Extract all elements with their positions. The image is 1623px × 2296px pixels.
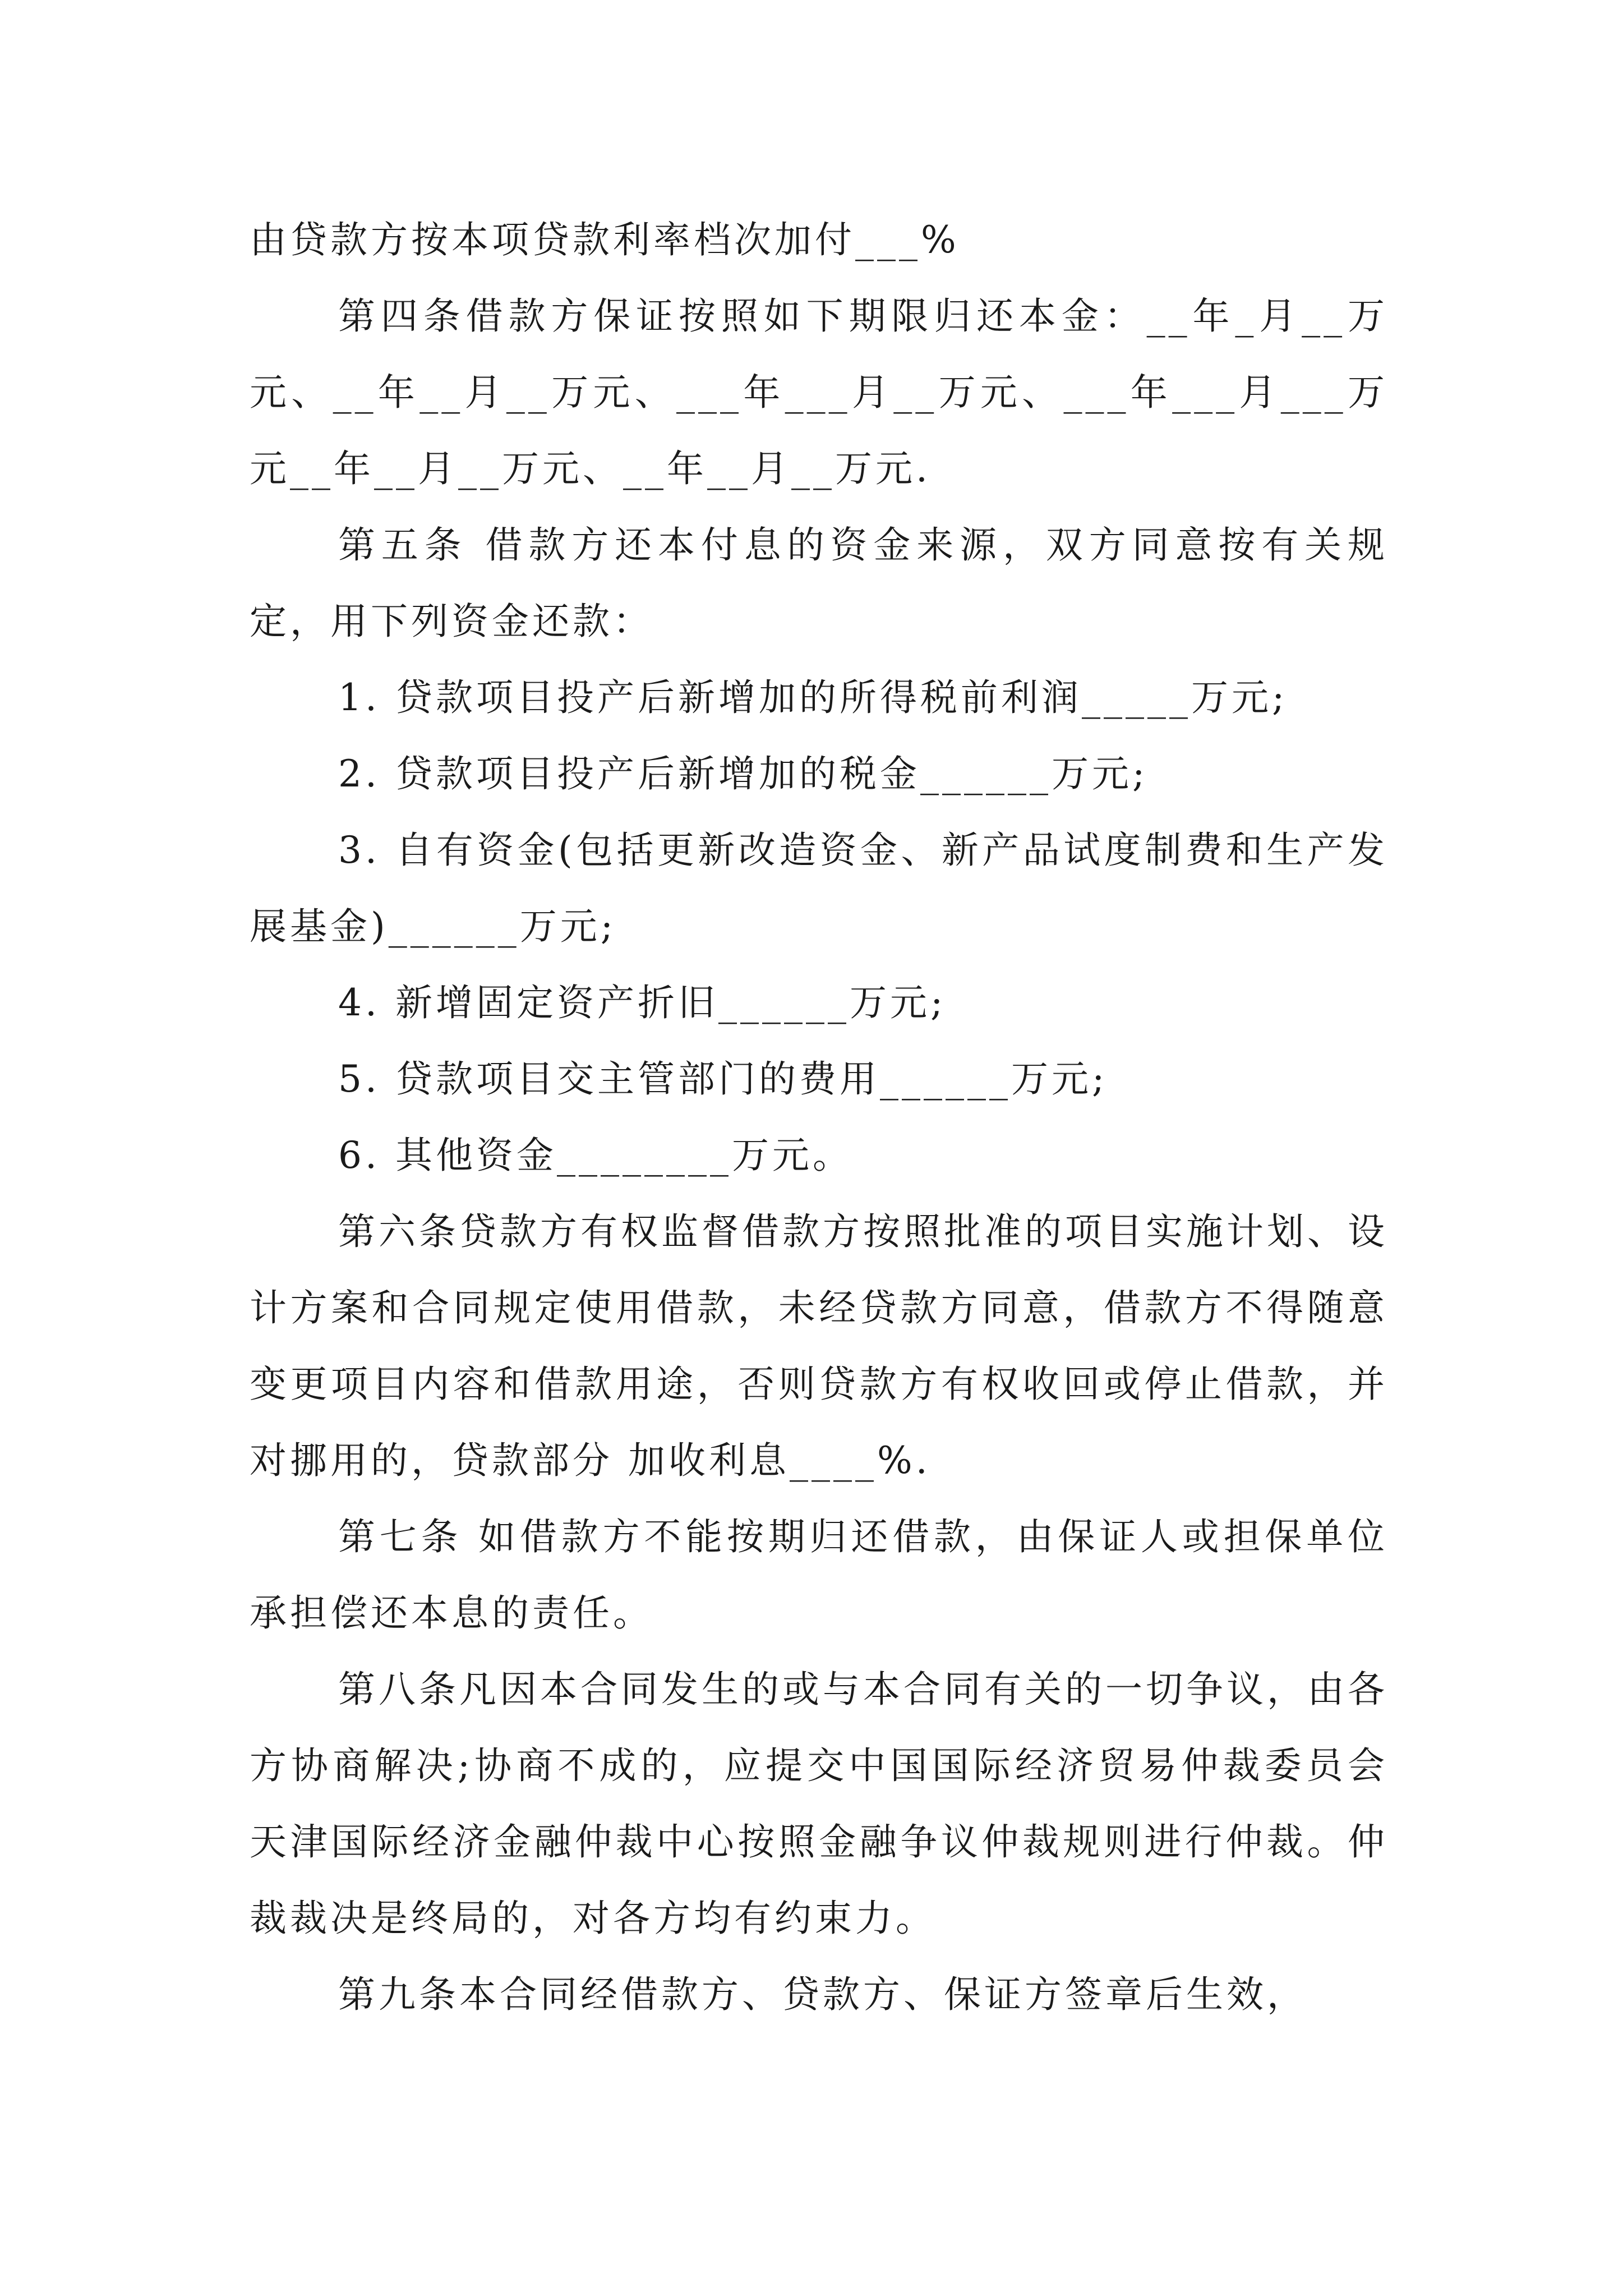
paragraph-interest-surcharge: 由贷款方按本项贷款利率档次加付___%	[250, 218, 960, 261]
paragraph-article-9: 第九条本合同经借款方、贷款方、保证方签章后生效，	[338, 1973, 1307, 2016]
list-item-1: 1. 贷款项目投产后新增加的所得税前利润_____万元;	[338, 676, 1288, 719]
list-item-5: 5. 贷款项目交主管部门的费用______万元;	[338, 1057, 1108, 1101]
list-item-2: 2. 贷款项目投产后新增加的税金______万元;	[338, 752, 1149, 795]
list-item-6: 6. 其他资金________万元。	[338, 1134, 853, 1177]
document-body	[250, 202, 1388, 2033]
paragraph-article-5: 第五条 借款方还本付息的资金来源，双方同意按有关规定，用下列资金还款：	[250, 523, 1388, 643]
list-item-3: 3. 自有资金(包括更新改造资金、新产品试度制费和生产发展基金)______万元;	[250, 829, 1388, 948]
paragraph-article-6: 第六条贷款方有权监督借款方按照批准的项目实施计划、设计方案和合同规定使用借款，未经贷款方同意，借款方不得随意变更项目内容和借款用途，否则贷款方有权收回或停止借款，并对挪用的，贷款部分 加收利息____%.	[250, 1210, 1388, 1482]
list-item-4: 4. 新增固定资产折旧______万元;	[338, 981, 947, 1024]
paragraph-article-8: 第八条凡因本合同发生的或与本合同有关的一切争议，由各方协商解决;协商不成的，应提交中国国际经济贸易仲裁委员会天津国际经济金融仲裁中心按照金融争议仲裁规则进行仲裁。仲裁裁决是终局的，对各方均有约束力。	[250, 1668, 1388, 1940]
paragraph-article-7: 第七条 如借款方不能按期归还借款，由保证人或担保单位承担偿还本息的责任。	[250, 1515, 1388, 1635]
paragraph-article-4: 第四条借款方保证按照如下期限归还本金：__年_月__万元、__年__月__万元、___年___月__万元、___年___月___万元__年__月__万元、__年__月__万元.	[250, 295, 1388, 490]
